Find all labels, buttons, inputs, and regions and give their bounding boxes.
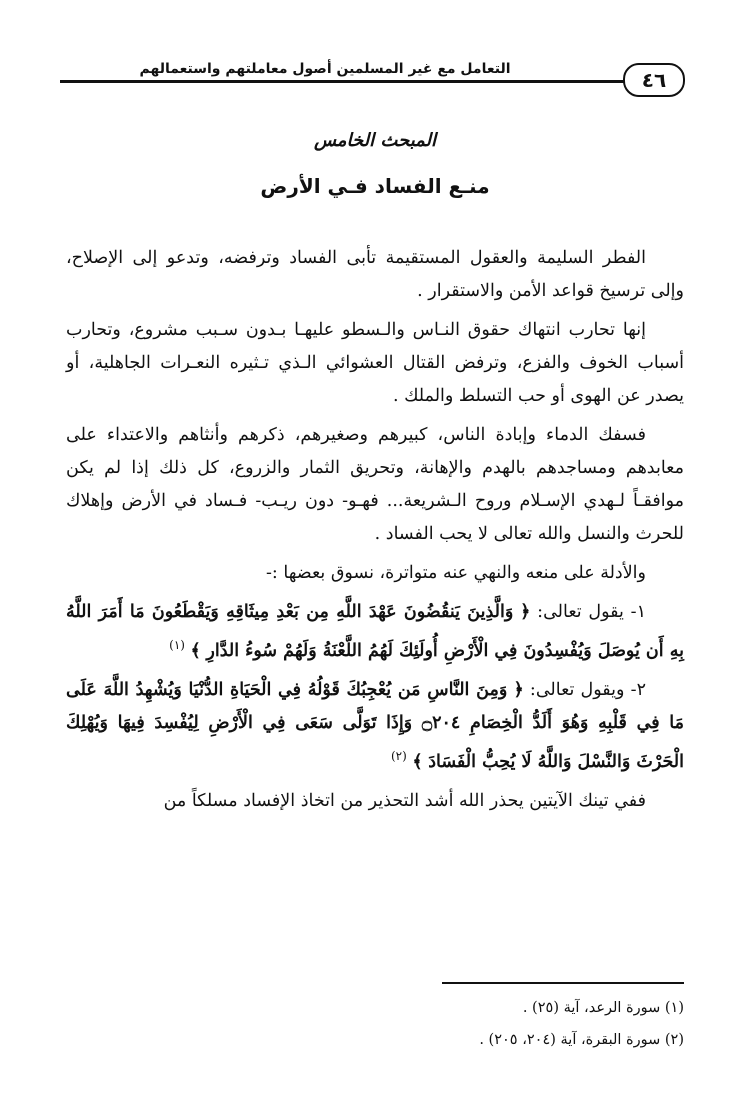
header-rule [60, 80, 640, 83]
paragraph-2: إنها تحارب انتهاك حقوق النـاس والـسطو عليهـا بـدون سـبب مشروع، وتحارب أسباب الخوف والفزع، وترفض القتال العشوائي الـذي تـثيره النعـرات الجاهلية، أو يصدر عن الهوى أو حب التسلط والملك . [66, 320, 684, 406]
running-header-title: التعامل مع غير المسلمين أصول معاملتهم واستعمالهم [139, 61, 511, 77]
verse-open-bracket: ﴿ [513, 679, 524, 700]
page-number-badge: ٤٦ [623, 63, 685, 97]
quran-verse: وَمِنَ النَّاسِ مَن يُعْجِبُكَ قَوْلُهُ فِي الْحَيَاةِ الدُّنْيَا وَيُشْهِدُ اللَّهَ عَلَى مَا فِي قَلْبِهِ وَهُوَ أَلَدُّ الْخِصَامِ ۝٢٠٤ وَإِذَا تَوَلَّى سَعَى فِي الْأَرْضِ لِيُفْسِدَ فِيهَا وَيُهْلِكَ الْحَرْثَ وَالنَّسْلَ وَاللَّهُ لَا يُحِبُّ الْفَسَادَ [66, 679, 684, 772]
quran-verse: وَالَّذِينَ يَنقُضُونَ عَهْدَ اللَّهِ مِن بَعْدِ مِيثَاقِهِ وَيَقْطَعُونَ مَا أَمَرَ اللَّهُ بِهِ أَن يُوصَلَ وَيُفْسِدُونَ فِي الْأَرْضِ أُولَئِكَ لَهُمُ اللَّعْنَةُ وَلَهُمْ سُوءُ الدَّارِ [66, 602, 684, 661]
footnotes [66, 992, 684, 1056]
body-text [66, 242, 684, 824]
evidence-2 [66, 674, 684, 779]
footnote-1: (١) سورة الرعد، آية (٢٥) . [522, 1000, 684, 1016]
section-title: منـع الفساد فـي الأرض [260, 174, 490, 198]
paragraph-4: والأدلة على منعه والنهي عنه متواترة، نسوق بعضها :- [266, 563, 646, 583]
footnote-mark: (٢) [390, 748, 407, 763]
evidence-intro: ٢- ويقول تعالى: [529, 679, 646, 700]
section-label: المبحث الخامس [313, 130, 437, 151]
verse-open-bracket: ﴿ [520, 602, 531, 622]
verse-close-bracket: ﴾ [412, 751, 423, 772]
footnote-separator [442, 982, 684, 984]
footnote-mark: (١) [169, 638, 185, 652]
verse-close-bracket: ﴾ [190, 640, 201, 661]
paragraph-3: فسفك الدماء وإبادة الناس، كبيرهم وصغيرهم، ذكرهم وأنثاهم والاعتداء على معابدهم ومساجدهم بالهدم والإهانة، وتحريق الثمار والزروع، كل ذلك إذا لم يكن موافقـاً لـهدي الإسـلام وروح الـشريعة... فهـو- دون ريـب- فـساد في الأرض وإهلاك للحرث والنسل والله تعالى لا يحب الفساد . [66, 425, 684, 544]
footnote-2: (٢) سورة البقرة، آية (٢٠٤، ٢٠٥) . [479, 1032, 684, 1048]
paragraph-1: الفطر السليمة والعقول المستقيمة تأبى الفساد وترفضه، وتدعو إلى الإصلاح، وإلى ترسيخ قواعد الأمن والاستقرار . [66, 248, 684, 301]
evidence-1 [66, 596, 684, 668]
evidence-intro: ١- يقول تعالى: [537, 602, 646, 622]
closing-paragraph: ففي تينك الآيتين يحذر الله أشد التحذير من اتخاذ الإفساد مسلكاً من [163, 790, 646, 811]
